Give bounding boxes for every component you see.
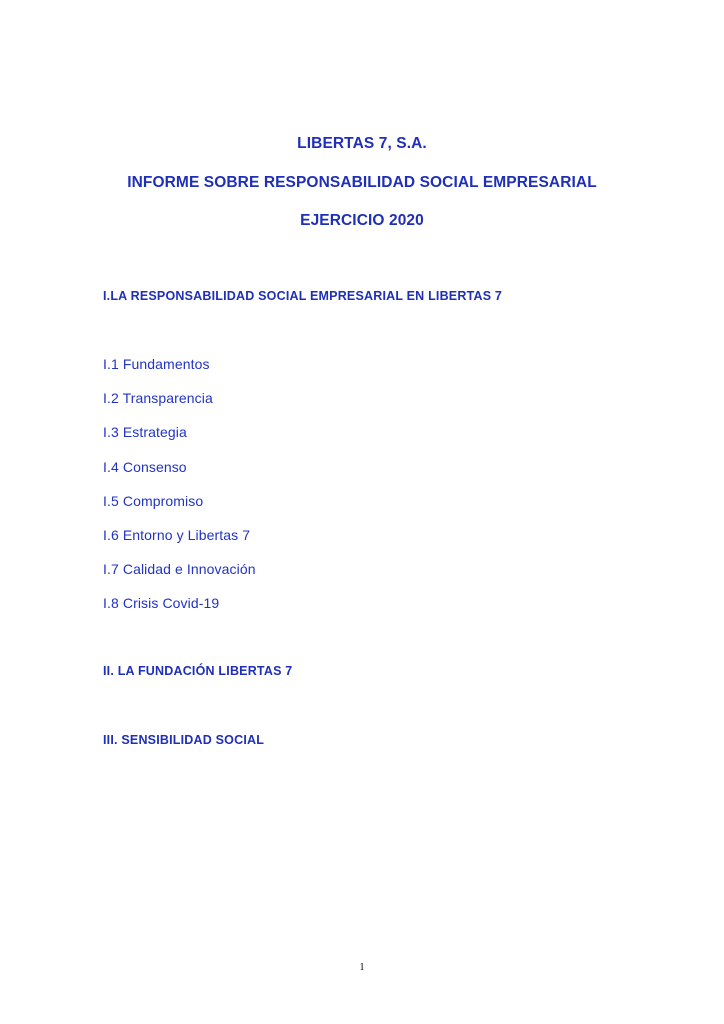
subsection-item: I.2 Transparencia [103, 390, 213, 407]
page-number: 1 [359, 962, 365, 973]
subsection-item: I.6 Entorno y Libertas 7 [103, 526, 251, 543]
section-1-subsections [103, 355, 256, 629]
subsection-item: I.3 Estrategia [103, 424, 187, 441]
section-heading-3: III. SENSIBILIDAD SOCIAL [103, 733, 265, 747]
fiscal-year-title: EJERCICIO 2020 [300, 212, 424, 229]
section-heading-1: I.LA RESPONSABILIDAD SOCIAL EMPRESARIAL EN LIBERTAS 7 [103, 289, 503, 303]
section-heading-2: II. LA FUNDACIÓN LIBERTAS 7 [103, 664, 293, 678]
subsection-item: I.7 Calidad e Innovación [103, 561, 256, 578]
subsection-item: I.8 Crisis Covid-19 [103, 595, 220, 612]
company-title: LIBERTAS 7, S.A. [297, 135, 427, 152]
report-title: INFORME SOBRE RESPONSABILIDAD SOCIAL EMPRESARIAL [127, 174, 597, 191]
subsection-item: I.5 Compromiso [103, 492, 204, 509]
subsection-item: I.4 Consenso [103, 458, 187, 475]
subsection-item: I.1 Fundamentos [103, 356, 210, 372]
